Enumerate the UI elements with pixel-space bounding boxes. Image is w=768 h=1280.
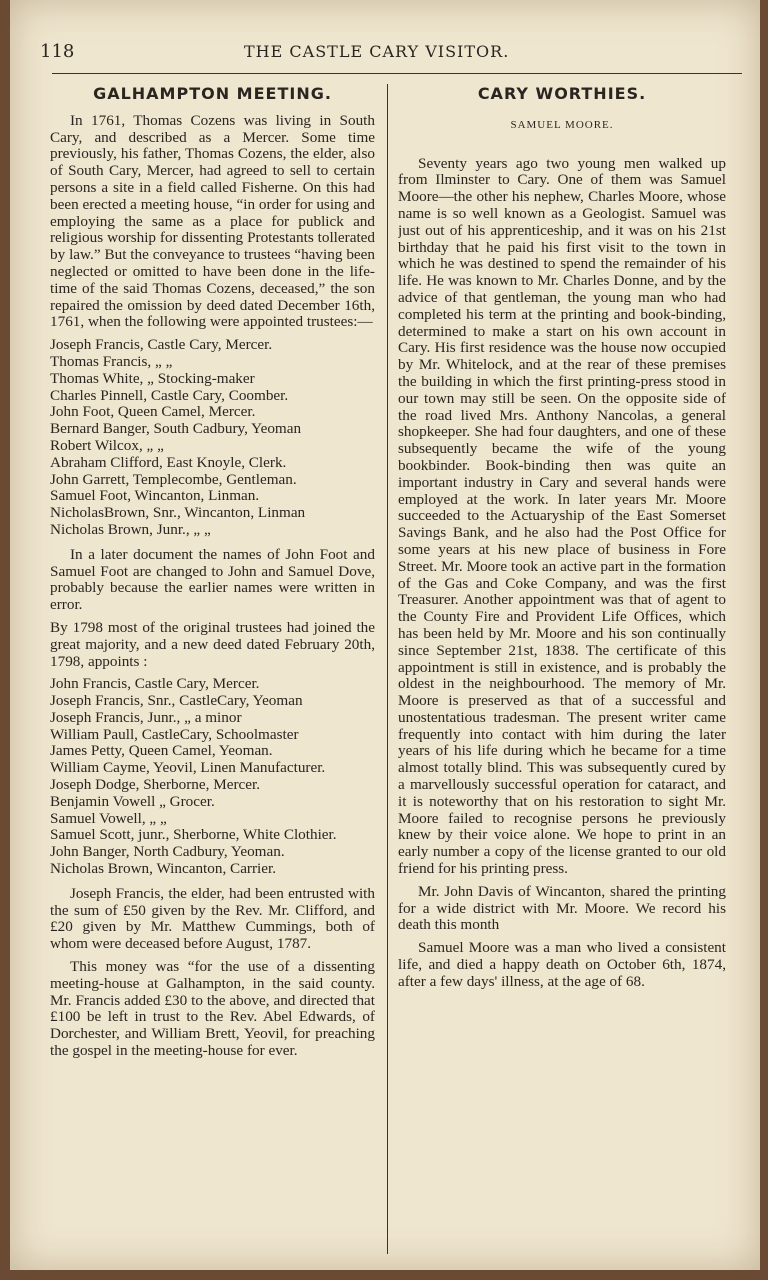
article-title-cary-worthies: CARY WORTHIES. <box>477 84 647 103</box>
list-item: Charles Pinnell, Castle Cary, Coomber. <box>50 386 289 404</box>
page-header <box>40 36 742 66</box>
paragraph: Mr. John Davis of Wincanton, shared the printing for a wide district with Mr. Moore. We record his death this month <box>398 882 726 934</box>
list-item: Benjamin Vowell „ Grocer. <box>50 792 215 810</box>
paragraph: By 1798 most of the original trustees had joined the great majority, and a new deed dated February 20th, 1798, appoints : <box>50 618 375 670</box>
right-column <box>398 84 726 1254</box>
list-item: Abraham Clifford, East Knoyle, Clerk. <box>50 453 287 471</box>
paragraph: In 1761, Thomas Cozens was living in South Cary, and described as a Mercer. Some time previously, his father, Thomas Cozens, the elder, also of South Cary, Mercer, had agreed to sell to certain persons a site in a field called Fisherne. On this had been erected a meeting house, “in order for using and employing the same as a place for publick and religious worship for dissenting Protestants tollerated by law.” But the conveyance to trustees “having been neglected or omitted to have been done in the life-time of the said Thomas Cozens, deceased,” the son repaired the omission by deed dated December 16th, 1761, when the following were appointed trustees:— <box>50 111 375 331</box>
column-divider <box>387 84 388 1254</box>
list-item: Robert Wilcox, „ „ <box>50 436 164 454</box>
left-column <box>50 84 375 1254</box>
trustees-list-1761 <box>50 337 375 539</box>
page <box>10 0 760 1270</box>
list-item: Joseph Francis, Junr., „ a minor <box>50 708 242 726</box>
list-item: Samuel Vowell, „ „ <box>50 809 167 827</box>
list-item: Nicholas Brown, Wincanton, Carrier. <box>50 860 277 878</box>
paragraph: Seventy years ago two young men walked up from Ilminster to Cary. One of them was Samuel Moore—the other his nephew, Charles Moore, whose name is so well known as a Geologist. Samuel was just out of his apprenticeship, and it was on his 21st birthday that he paid his first visit to the town in which he was destined to spend the remainder of his life. He was known to Mr. Charles Donne, and by the advice of that gentleman, the young man who had completed his term at the printing and book-binding, determined to make a start on his own account in Cary. His first residence was the house now occupied by Mr. Whitelock, and at the rear of these premises the building in which the first printing-press stood in our town may still be seen. On the opposite side of the road lived Mrs. Anthony Nancolas, a general shopkeeper. She had four daughters, and one of these subsequently became the wife of the young bookbinder. Book-binding then was quite an important industry in Cary and several hands were employed at the work. In later years Mr. Moore succeeded to the Actuaryship of the East Somerset Savings Bank, and he also had the Post Office for some years at his new place of business in Fore Street. Mr. Moore took an active part in the formation of the Gas and Coke Company, and was the first Treasurer. Another appointment was that of agent to the County Fire and Provident Life Offices, which has been held by Mr. Moore and his son continually since September 21st, 1838. The certificate of this appointment is still in existence, and is probably the oldest in the neighbourhood. The memory of Mr. Moore is preserved as that of a successful and unostentatious tradesman. The present writer came frequently into contact with him during the later years of his life during which he became for a time almost totally blind. This was subsequently cured by a marvellously successful operation for cataract, and it is noteworthy that on his restoration to sight Mr. Moore failed to recognise persons he previously knew by their voice alone. We hope to print in an early number a copy of the license granted to our old friend for his printing press. <box>398 154 726 878</box>
list-item: John Banger, North Cadbury, Yeoman. <box>50 843 285 861</box>
trustees-list-1798 <box>50 676 375 878</box>
paragraph: Samuel Moore was a man who lived a consistent life, and died a happy death on October 6th, 1874, after a few days' illness, at the age of 68. <box>398 939 726 990</box>
list-item: Joseph Francis, Snr., CastleCary, Yeoman <box>50 692 303 710</box>
list-item: Joseph Francis, Castle Cary, Mercer. <box>50 336 273 354</box>
list-item: Thomas Francis, „ „ <box>50 352 173 370</box>
list-item: Nicholas Brown, Junr., „ „ <box>50 520 211 538</box>
list-item: John Foot, Queen Camel, Mercer. <box>50 403 256 421</box>
list-item: James Petty, Queen Camel, Yeoman. <box>50 742 273 760</box>
list-item: NicholasBrown, Snr., Wincanton, Linman <box>50 504 306 522</box>
article-title-galhampton: GALHAMPTON MEETING. <box>93 84 332 103</box>
article-subtitle: SAMUEL MOORE. <box>510 118 614 131</box>
list-item: Samuel Scott, junr., Sherborne, White Clothier. <box>50 826 337 844</box>
page-number: 118 <box>40 40 75 62</box>
paragraph: This money was “for the use of a dissenting meeting-house at Galhampton, in the said county. Mr. Francis added £30 to the above, and directed that £100 be left in trust to the Rev. Abel Edwards, of Dorchester, and William Brett, Yeovil, for preaching the gospel in the meeting-house for ever. <box>50 958 375 1060</box>
list-item: Bernard Banger, South Cadbury, Yeoman <box>50 420 302 438</box>
paragraph: In a later document the names of John Foot and Samuel Foot are changed to John and Samuel Dove, probably because the earlier names were written in error. <box>50 545 375 614</box>
list-item: William Paull, CastleCary, Schoolmaster <box>50 725 299 743</box>
list-item: Thomas White, „ Stocking-maker <box>50 369 255 387</box>
list-item: Samuel Foot, Wincanton, Linman. <box>50 487 260 505</box>
list-item: John Francis, Castle Cary, Mercer. <box>50 675 260 693</box>
header-rule <box>52 73 742 74</box>
list-item: Joseph Dodge, Sherborne, Mercer. <box>50 776 261 794</box>
running-title: THE CASTLE CARY VISITOR. <box>244 41 510 61</box>
list-item: John Garrett, Templecombe, Gentleman. <box>50 470 297 488</box>
list-item: William Cayme, Yeovil, Linen Manufacturer. <box>50 759 326 777</box>
paragraph: Joseph Francis, the elder, had been entrusted with the sum of £50 given by the Rev. Mr. Clifford, and £20 given by Mr. Matthew Cummings, both of whom were deceased before August, 1787. <box>50 884 375 953</box>
